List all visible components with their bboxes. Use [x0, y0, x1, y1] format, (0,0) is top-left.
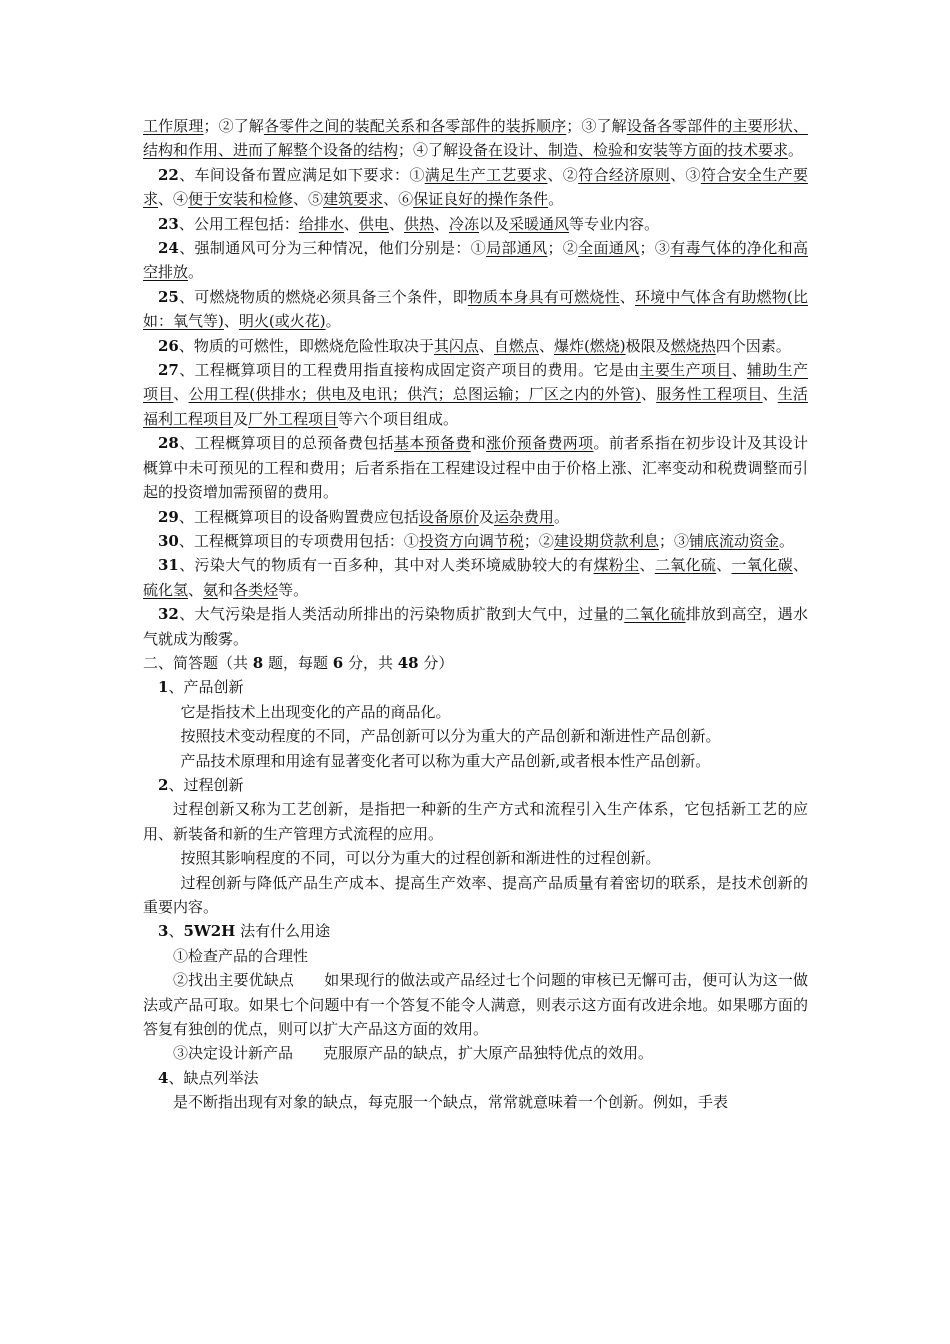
text-segment: ；③ [658, 531, 689, 550]
paragraph [143, 1090, 808, 1114]
paragraph [143, 236, 808, 285]
bold-number: 6 [332, 653, 344, 672]
paragraph [143, 212, 808, 236]
text-segment: 。 [553, 507, 569, 526]
paragraph [143, 529, 808, 553]
text-segment: ；③了解 [566, 117, 627, 135]
text-segment: 、大气污染是指人类活动所排出的污染物质扩散到大气中，过量的 [178, 605, 625, 624]
text-segment: 是不断指出现有对象的缺点，每克服一个缺点，常常就意味着一个创新。例如，手表 [173, 1093, 729, 1112]
text-segment: ；②了解 [203, 117, 264, 135]
underlined-answer: 给排水 [298, 214, 344, 233]
text-segment: 、 [619, 287, 635, 306]
underlined-answer: 各类烃 [233, 580, 279, 599]
bold-number: 32 [158, 605, 179, 624]
text-segment: 、 [188, 580, 204, 599]
text-segment: 以及 [479, 214, 510, 233]
text-segment: 等。 [278, 580, 309, 599]
text-segment: 等专业内容。 [569, 214, 660, 233]
text-segment: ③决定设计新产品 克服原产品的缺点，扩大原产品独特优点的效用。 [173, 1044, 654, 1063]
paragraph [143, 773, 808, 797]
bold-number: 25 [158, 287, 179, 306]
underlined-answer: 符合安全生产要求 [143, 165, 808, 209]
text-segment: 、强制通风可分为三种情况，他们分别是：① [178, 239, 487, 258]
text-segment: 分，共 [343, 653, 398, 672]
underlined-answer: 二氧化硫 [654, 556, 717, 575]
paragraph [143, 724, 808, 748]
text-segment: 。 [325, 312, 341, 331]
underlined-answer: 涨价预备费两项 [486, 434, 594, 453]
text-segment: 、 [792, 556, 808, 575]
text-segment: 。前者系指在初步设计及其设计概算中未可预见的工程和费用；后者系指在工程建设过程中由于价格上涨、汇率变动和税费调整而引起的投资增加需预留的费用。 [143, 434, 808, 502]
text-segment: 、工程概算项目的专项费用包括：① [178, 531, 419, 550]
text-segment: 题，每题 [263, 653, 333, 672]
underlined-answer: 设备原价 [418, 507, 479, 526]
underlined-answer: 冷冻 [448, 214, 479, 233]
text-segment: 、 [716, 556, 732, 575]
underlined-answer: 主要生产项目 [639, 361, 732, 380]
paragraph [143, 1041, 808, 1065]
text-segment: 及 [478, 507, 494, 526]
text-segment: 、② [547, 165, 579, 184]
underlined-answer: 各零件之间的装配关系和各零部件的装拆顺序 [263, 117, 567, 135]
text-segment: 、公用工程包括： [178, 214, 299, 233]
text-segment: 过程创新与降低产品生产成本、提高生产效率、提高产品质量有着密切的联系，是技术创新的重要内容。 [143, 873, 808, 916]
text-segment: 、可燃烧物质的燃烧必须具备三个条件，即 [178, 287, 468, 306]
bold-number: 24 [158, 239, 179, 258]
underlined-answer: 一氧化碳 [731, 556, 793, 575]
underlined-answer: 有毒气体的净化和高空排放 [143, 239, 808, 282]
paragraph [143, 700, 808, 724]
bold-number: 26 [158, 336, 179, 355]
underlined-answer: 生活福利工程项目 [143, 385, 808, 428]
text-segment: ；② [547, 239, 579, 258]
text-segment: 法有什么用途 [235, 922, 331, 941]
document-page [143, 114, 808, 1115]
text-segment: 、 [223, 312, 239, 331]
underlined-answer: 投资方向调节税 [418, 531, 524, 550]
text-segment: 等六个项目组成。 [338, 409, 459, 428]
bold-number: 2 [158, 775, 169, 794]
paragraph [143, 968, 808, 1041]
text-segment: 四个因素。 [715, 336, 791, 355]
text-segment: ；④了解 [398, 141, 459, 160]
bold-number: 31 [158, 556, 179, 575]
underlined-answer: 保证良好的操作条件 [413, 190, 549, 209]
underlined-answer: 环境中气体含有助燃物(比如：氧气等) [143, 287, 808, 331]
underlined-answer: 辅助生产项目 [143, 361, 808, 404]
bold-number: 48 [397, 653, 419, 672]
underlined-answer: 厂外工程项目 [248, 409, 339, 428]
text-segment: 及 [233, 409, 249, 428]
text-segment: 分） [418, 653, 454, 672]
text-segment: 、 [343, 214, 359, 233]
text-segment: 、 [168, 922, 184, 941]
bold-number: 30 [158, 531, 179, 550]
underlined-answer: 硫化氢 [143, 580, 189, 599]
paragraph [143, 431, 808, 504]
paragraph [143, 602, 808, 651]
bold-number: 4 [158, 1068, 169, 1087]
underlined-answer: 建筑要求 [323, 190, 384, 209]
underlined-answer: 工作原理 [143, 117, 204, 135]
underlined-answer: 物质本身具有可燃烧性 [467, 287, 620, 306]
text-segment: 、物质的可燃性，即燃烧危险性取决于 [178, 336, 434, 355]
text-segment: 产品技术原理和用途有显著变化者可以称为重大产品创新,或者根本性产品创新。 [180, 751, 711, 770]
underlined-answer: 明火(或火花) [238, 312, 326, 331]
paragraph [143, 1066, 808, 1090]
underlined-answer: 公用工程(供排水；供电及电讯；供汽；总图运输；厂区之内的外管) [188, 385, 641, 404]
text-segment: 。 [548, 190, 564, 209]
text-segment: ①检查产品的合理性 [173, 946, 309, 965]
underlined-answer: 基本预备费 [394, 434, 471, 453]
paragraph [143, 651, 808, 675]
text-segment: 、 [388, 214, 404, 233]
paragraph [143, 944, 808, 968]
bold-number: 29 [158, 507, 179, 526]
text-segment: 、 [538, 336, 554, 355]
underlined-answer: 满足生产工艺要求 [424, 165, 548, 184]
text-segment: 、 [173, 385, 189, 404]
text-segment: 和 [218, 580, 234, 599]
underlined-answer: 设备各零部件的主要形状、结构和作用、进而了解整个设备的结构 [143, 117, 808, 160]
text-segment: 它是指技术上出现变化的产品的商品化。 [180, 702, 451, 721]
text-segment: 、 [639, 556, 655, 575]
bold-number: 1 [158, 678, 169, 697]
paragraph [143, 919, 808, 943]
text-segment: ②找出主要优缺点 如果现行的做法或产品经过七个问题的审核已无懈可击，便可认为这一做法或产品可取。如果七个问题中有一个答复不能令人满意，则表示这方面有改进余地。如果哪方面的答复有独创的优点，则可以扩大产品这方面的效用。 [143, 971, 808, 1039]
bold-number: 22 [158, 165, 179, 184]
paragraph [143, 163, 808, 212]
underlined-answer: 氨 [203, 580, 219, 599]
text-segment: 、③ [670, 165, 701, 184]
paragraph [143, 358, 808, 431]
text-segment: 、 [478, 336, 494, 355]
underlined-answer: 设备在设计、制造、检验和安装等方面的技术要求 [458, 141, 789, 160]
text-segment: 按照其影响程度的不同，可以分为重大的过程创新和渐进性的过程创新。 [180, 849, 661, 868]
text-segment: 、 [433, 214, 449, 233]
underlined-answer: 供热 [403, 214, 434, 233]
underlined-answer: 其闪点 [433, 336, 479, 355]
bold-number: 28 [158, 434, 179, 453]
text-segment: 极限及 [625, 336, 671, 355]
paragraph [143, 334, 808, 358]
bold-number: 5W2H [183, 922, 236, 941]
bold-number: 27 [158, 361, 179, 380]
text-segment: 排放到高空，遇水气就成为酸雾。 [143, 605, 808, 648]
text-segment: 、工程概算项目的设备购置费应包括 [178, 507, 419, 526]
text-segment: 、 [762, 385, 778, 404]
underlined-answer: 铺底流动资金 [688, 531, 779, 550]
text-segment: 。 [788, 141, 804, 160]
text-segment: ；② [523, 531, 554, 550]
text-segment: 过程创新又称为工艺创新，是指把一种新的生产方式和流程引入生产体系，它包括新工艺的应用、新装备和新的生产管理方式流程的应用。 [143, 800, 808, 843]
text-segment: 、 [731, 361, 747, 380]
text-segment: 、 [640, 385, 657, 404]
underlined-answer: 煤粉尘 [593, 556, 640, 575]
text-segment: 、车间设备布置应满足如下要求：① [178, 165, 425, 184]
text-segment: 、工程概算项目的总预备费包括 [178, 434, 395, 453]
text-segment: 二、简答题（共 [143, 653, 253, 672]
underlined-answer: 供电 [358, 214, 389, 233]
underlined-answer: 全面通风 [578, 239, 640, 258]
text-segment: 、污染大气的物质有一百多种，其中对人类环境威胁较大的有 [178, 556, 594, 575]
text-segment: ；③ [639, 239, 671, 258]
underlined-answer: 运杂费用 [493, 507, 554, 526]
underlined-answer: 自燃点 [493, 336, 539, 355]
text-segment: 、⑤ [293, 190, 324, 209]
text-segment: 、④ [158, 190, 189, 209]
paragraph [143, 675, 808, 699]
underlined-answer: 便于安装和检修 [188, 190, 294, 209]
paragraph [143, 114, 808, 163]
text-segment: 。 [188, 263, 204, 282]
paragraph [143, 749, 808, 773]
text-segment: 、过程创新 [168, 775, 244, 794]
underlined-answer: 爆炸(燃烧) [553, 336, 626, 355]
paragraph [143, 505, 808, 529]
text-segment: 按照技术变动程度的不同，产品创新可以分为重大的产品创新和渐进性产品创新。 [180, 727, 721, 746]
underlined-answer: 局部通风 [486, 239, 548, 258]
paragraph [143, 285, 808, 334]
underlined-answer: 服务性工程项目 [656, 385, 763, 404]
paragraph [143, 797, 808, 846]
underlined-answer: 符合经济原则 [578, 165, 671, 184]
text-segment: 、产品创新 [168, 678, 244, 697]
text-segment: 。 [778, 531, 794, 550]
underlined-answer: 建设期贷款利息 [553, 531, 659, 550]
underlined-answer: 二氧化硫 [624, 605, 686, 624]
bold-number: 8 [252, 653, 264, 672]
text-segment: 和 [470, 434, 487, 453]
paragraph [143, 871, 808, 920]
text-segment: 、工程概算项目的工程费用指直接构成固定资产项目的费用。它是由 [178, 361, 640, 380]
paragraph [143, 846, 808, 870]
text-segment: 、⑥ [383, 190, 414, 209]
underlined-answer: 燃烧热 [670, 336, 716, 355]
paragraph [143, 553, 808, 602]
text-segment: 、缺点列举法 [168, 1068, 259, 1087]
underlined-answer: 采暖通风 [509, 214, 570, 233]
bold-number: 3 [158, 922, 169, 941]
bold-number: 23 [158, 214, 179, 233]
